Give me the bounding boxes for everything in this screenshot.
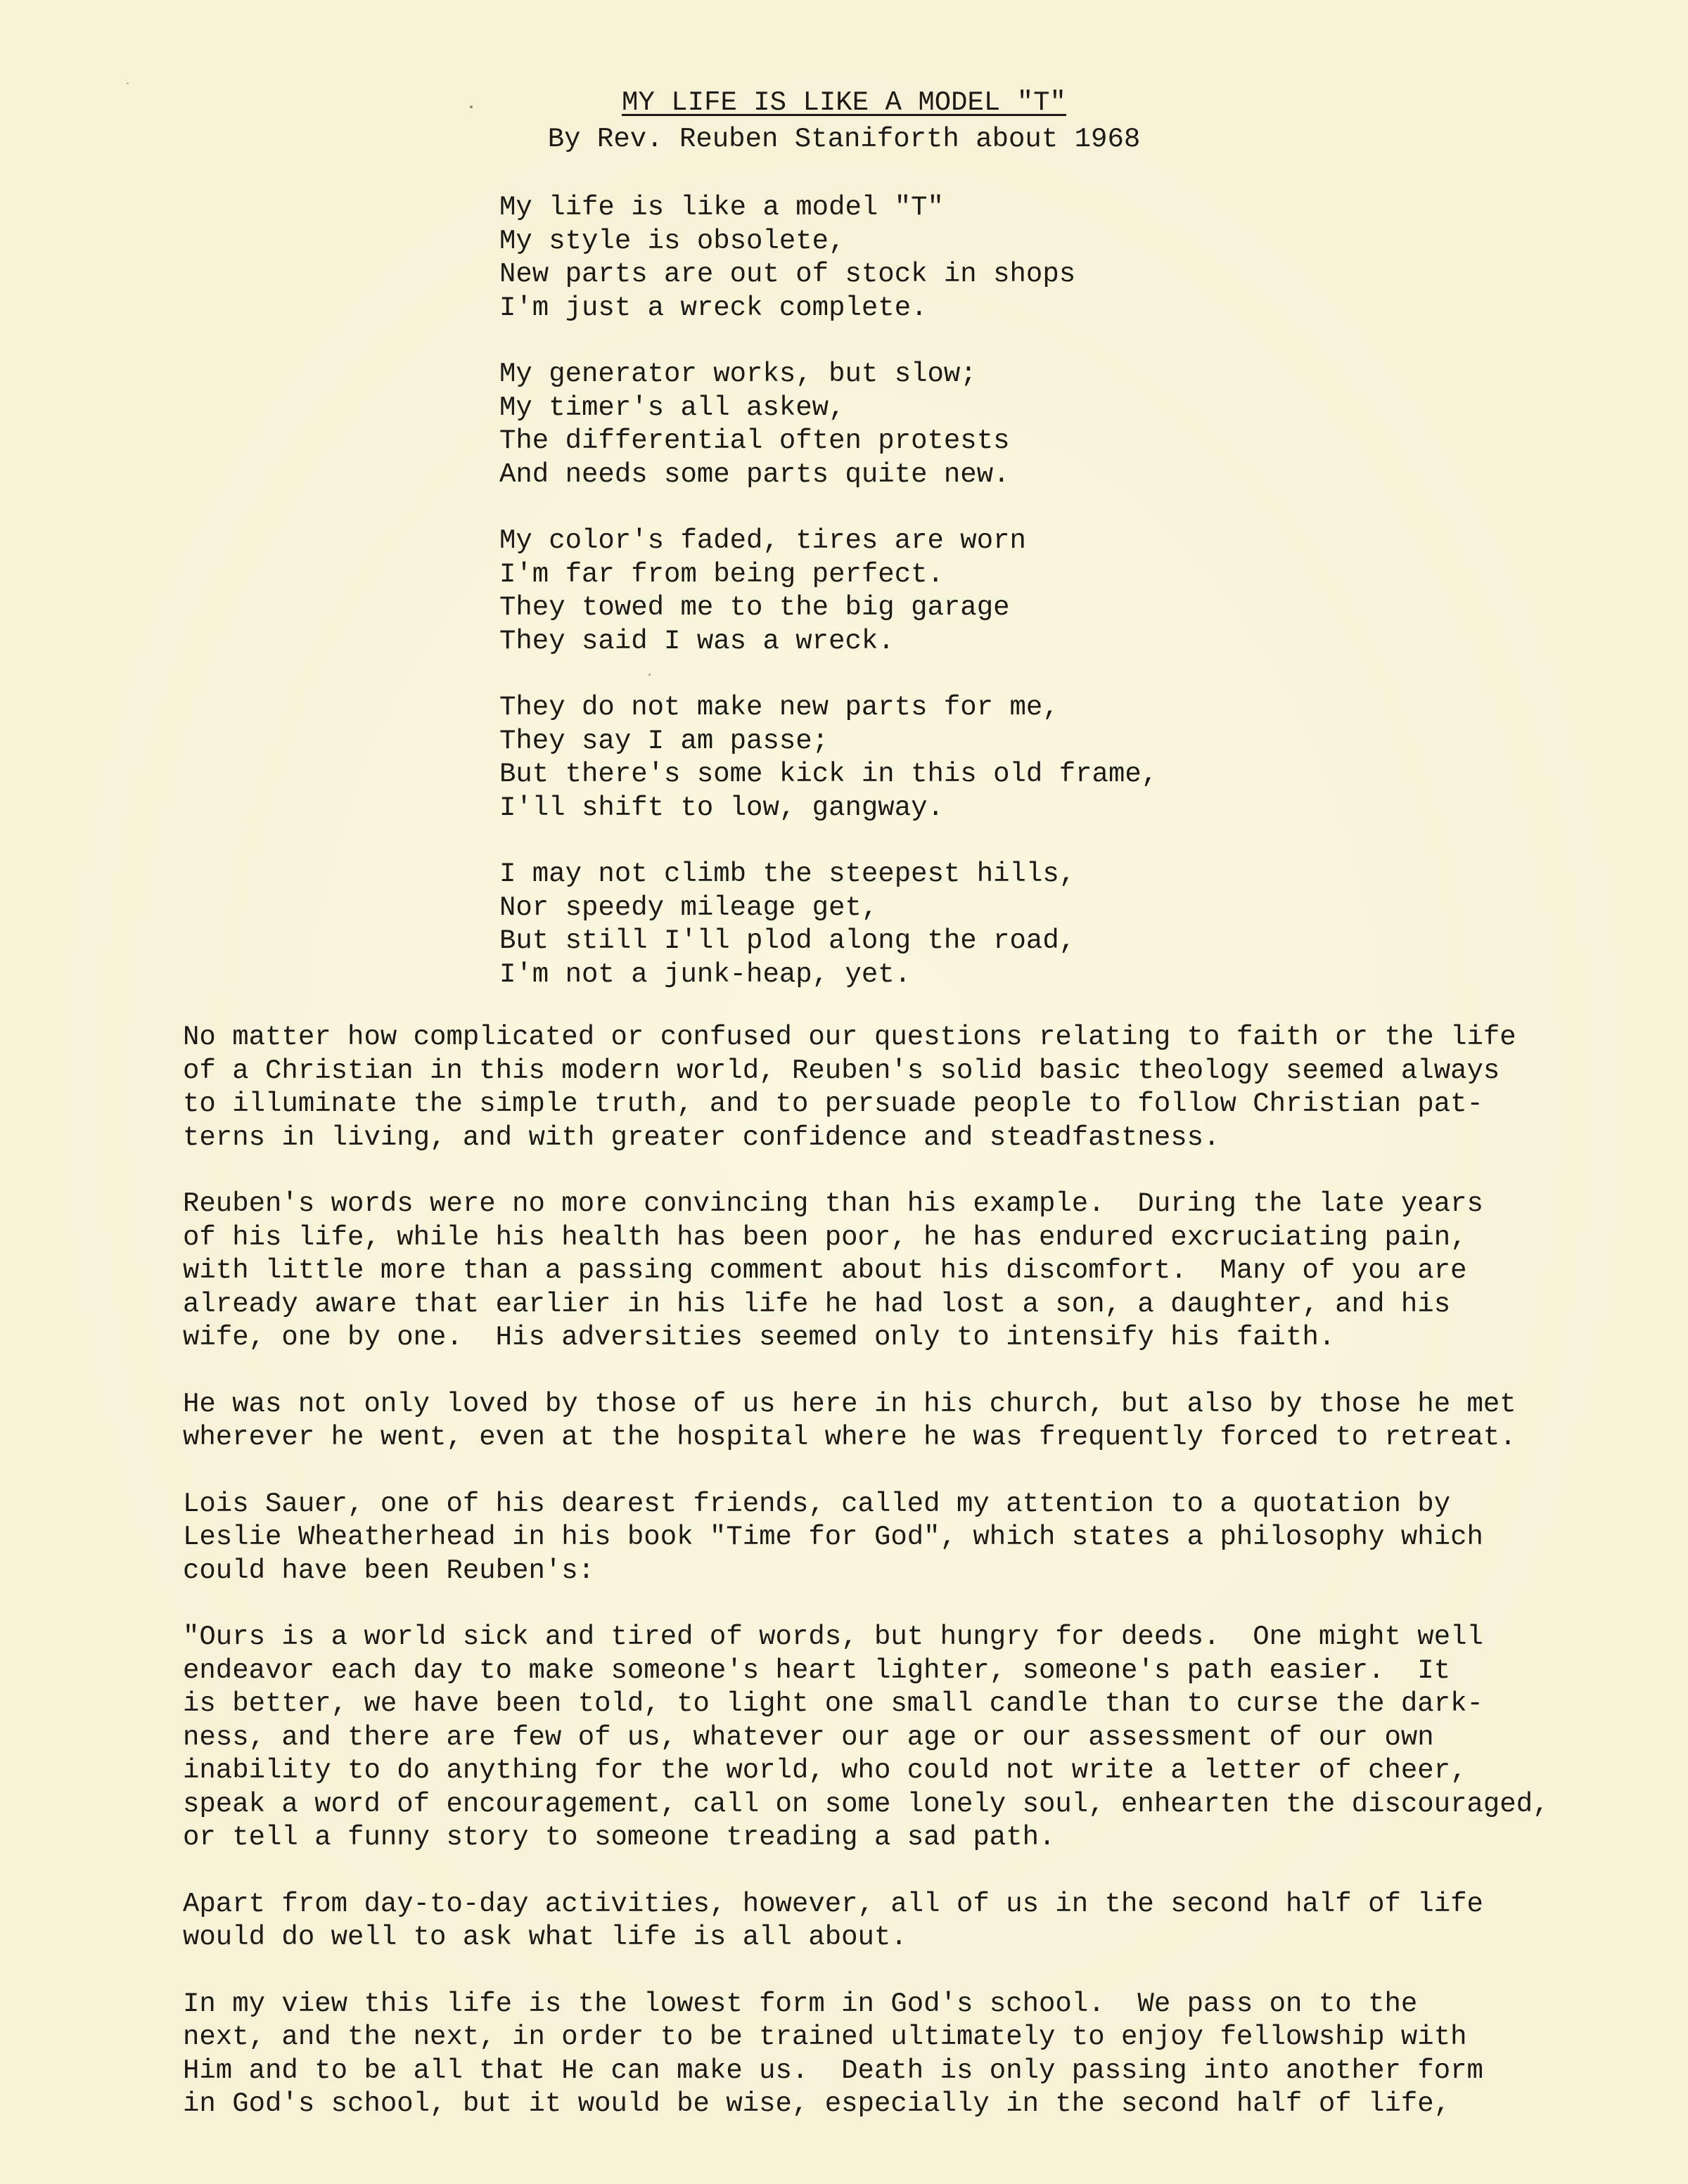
- paragraph-line: wife, one by one. His adversities seemed only to intensify his faith.: [183, 1322, 1336, 1353]
- document-title: [0, 86, 1688, 120]
- paragraph-line: "Ours is a world sick and tired of words, but hungry for deeds. One might well: [183, 1621, 1483, 1652]
- paragraph-line: Leslie Wheatherhead in his book "Time for God", which states a philosophy which: [183, 1522, 1483, 1553]
- paragraph-line: terns in living, and with greater confidence and steadfastness.: [183, 1122, 1220, 1153]
- poem-line: New parts are out of stock in shops: [499, 259, 1076, 290]
- paragraph-line: could have been Reuben's:: [183, 1555, 595, 1586]
- document-title-text: MY LIFE IS LIKE A MODEL "T": [622, 87, 1066, 118]
- paragraph-line: Reuben's words were no more convincing than his example. During the late years: [183, 1188, 1483, 1219]
- paragraph-line: ness, and there are few of us, whatever our age or our assessment of our own: [183, 1721, 1434, 1753]
- paragraph-loved: [183, 1388, 1590, 1455]
- paragraph-line: Apart from day-to-day activities, however, all of us in the second half of life: [183, 1888, 1483, 1920]
- poem-line: I'm not a junk-heap, yet.: [499, 958, 912, 990]
- paragraph-line: in God's school, but it would be wise, especially in the second half of life,: [183, 2088, 1451, 2119]
- paragraph-line: In my view this life is the lowest form in God's school. We pass on to the: [183, 1988, 1418, 2019]
- poem-line: Nor speedy mileage get,: [499, 892, 878, 923]
- poem-line: I'll shift to low, gangway.: [499, 792, 944, 823]
- poem-stanza: [499, 358, 1158, 492]
- poem-line: My color's faded, tires are worn: [499, 525, 1026, 556]
- poem-line: But there's some kick in this old frame,: [499, 759, 1158, 790]
- paragraph-line: would do well to ask what life is all about.: [183, 1922, 907, 1953]
- poem-stanza: [499, 191, 1158, 325]
- paragraph-second-half: [183, 1888, 1590, 1955]
- poem-line: My generator works, but slow;: [499, 359, 977, 390]
- paragraph-line: Lois Sauer, one of his dearest friends, called my attention to a quotation by: [183, 1488, 1451, 1520]
- paragraph-line: wherever he went, even at the hospital where he was frequently forced to retreat.: [183, 1422, 1516, 1453]
- paragraph-line: next, and the next, in order to be trained ultimately to enjoy fellowship with: [183, 2022, 1467, 2053]
- paragraph-theology: [183, 1021, 1590, 1155]
- poem-line: And needs some parts quite new.: [499, 458, 1010, 490]
- paragraph-line: to illuminate the simple truth, and to persuade people to follow Christian pat-: [183, 1088, 1483, 1119]
- ink-speck: [127, 82, 129, 84]
- prose-body: [183, 1021, 1590, 2154]
- poem-line: But still I'll plod along the road,: [499, 925, 1076, 956]
- paragraph-example: [183, 1188, 1590, 1355]
- paragraph-line: He was not only loved by those of us here in his church, but also by those he met: [183, 1388, 1516, 1420]
- document-byline: By Rev. Reuben Staniforth about 1968: [547, 124, 1141, 155]
- poem-stanza: [499, 691, 1158, 825]
- paragraph-line: No matter how complicated or confused our questions relating to faith or the life: [183, 1022, 1516, 1053]
- paragraph-line: with little more than a passing comment about his discomfort. Many of you are: [183, 1255, 1467, 1286]
- paragraph-line: already aware that earlier in his life he had lost a son, a daughter, and his: [183, 1288, 1451, 1320]
- poem-line: I'm far from being perfect.: [499, 558, 944, 590]
- paragraph-line: inability to do anything for the world, who could not write a letter of cheer,: [183, 1755, 1467, 1786]
- poem-line: My timer's all askew,: [499, 392, 845, 423]
- paragraph-quotation-intro: [183, 1488, 1590, 1588]
- poem-line: They towed me to the big garage: [499, 592, 1010, 623]
- paragraph-gods-school: [183, 1988, 1590, 2121]
- poem-line: I'm just a wreck complete.: [499, 292, 928, 323]
- paragraph-line: or tell a funny story to someone treading a sad path.: [183, 1822, 1056, 1853]
- paragraph-line: is better, we have been told, to light one small candle than to curse the dark-: [183, 1688, 1483, 1719]
- poem-line: They said I was a wreck.: [499, 625, 895, 657]
- poem-line: The differential often protests: [499, 425, 1010, 456]
- paragraph-line: of a Christian in this modern world, Reuben's solid basic theology seemed always: [183, 1055, 1500, 1086]
- paragraph-line: of his life, while his health has been poor, he has endured excruciating pain,: [183, 1221, 1467, 1253]
- paragraph-line: Him and to be all that He can make us. Death is only passing into another form: [183, 2055, 1483, 2086]
- poem-line: My life is like a model "T": [499, 192, 944, 223]
- poem-stanza: [499, 525, 1158, 658]
- paragraph-line: speak a word of encouragement, call on some lonely soul, enhearten the discouraged,: [183, 1788, 1549, 1820]
- poem-line: My style is obsolete,: [499, 225, 845, 257]
- poem-line: I may not climb the steepest hills,: [499, 859, 1076, 889]
- paragraph-line: endeavor each day to make someone's heart lighter, someone's path easier. It: [183, 1655, 1451, 1686]
- poem-line: They say I am passe;: [499, 725, 829, 757]
- poem-line: They do not make new parts for me,: [499, 692, 1059, 723]
- paragraph-quotation: [183, 1621, 1590, 1855]
- poem: [499, 191, 1158, 1024]
- poem-stanza: [499, 858, 1158, 991]
